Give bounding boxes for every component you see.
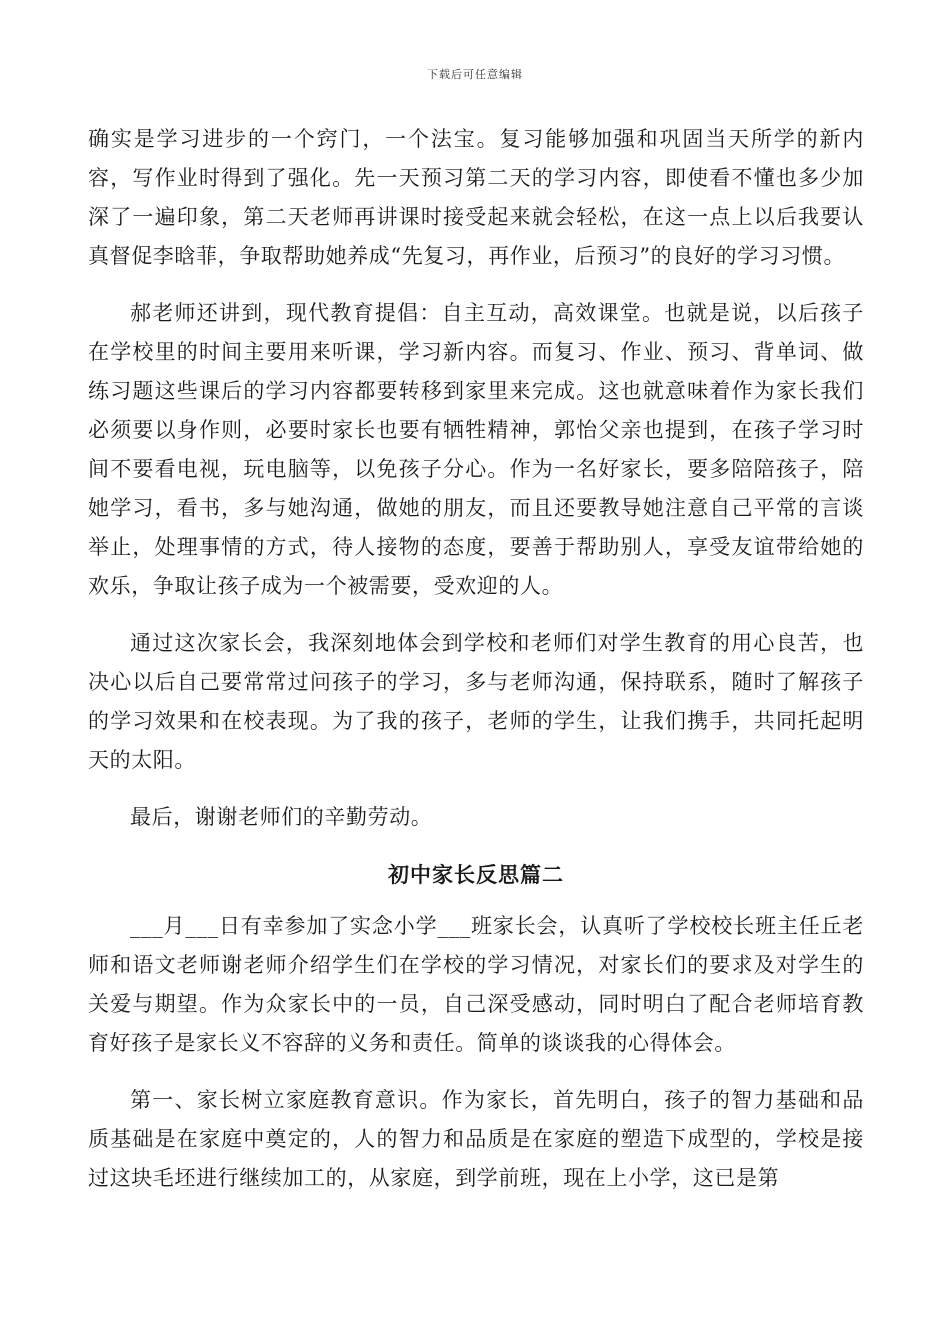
paragraph-continuation: 确实是学习进步的一个窍门，一个法宝。复习能够加强和巩固当天所学的新内容，写作业时得到了强化。先一天预习第二天的学习内容，即使看不懂也多少加深了一遍印象，第二天老师再讲课时接受起来就会轻松，在这一点上以后我要认真督促李晗菲，争取帮助她养成“先复习，再作业，后预习”的良好的学习习惯。 xyxy=(88,127,864,268)
header-note: 下载后可任意编辑 xyxy=(427,68,523,81)
paragraph-teacher-remarks: 郝老师还讲到，现代教育提倡：自主互动，高效课堂。也就是说，以后孩子在学校里的时间主要用来听课，学习新内容。而复习、作业、预习、背单词、做练习题这些课后的学习内容都要转移到家里来完成。这也就意味着作为家长我们必须要以身作则，必要时家长也要有牺牲精神，郭怡父亲也提到，在孩子学习时间不要看电视，玩电脑等，以免孩子分心。作为一名好家长，要多陪陪孩子，陪她学习，看书，多与她沟通，做她的朋友，而且还要教导她注意自己平常的言谈举止，处理事情的方式，待人接物的态度，要善于帮助别人，享受友谊带给她的欢乐，争取让孩子成为一个被需要，受欢迎的人。 xyxy=(88,301,864,598)
paragraph-closing: 最后，谢谢老师们的辛勤劳动。 xyxy=(130,805,433,829)
paragraph-reflection: 通过这次家长会，我深刻地体会到学校和老师们对学生教育的用心良苦，也决心以后自己要常常过问孩子的学习，多与老师沟通，保持联系，随时了解孩子的学习效果和在校表现。为了我的孩子，老师的学生，让我们携手，共同托起明天的太阳。 xyxy=(88,631,864,772)
document-body xyxy=(88,120,864,1198)
paragraph-meeting-intro: ___月___日有幸参加了实念小学___班家长会，认真听了学校校长班主任丘老师和语文老师谢老师介绍学生们在学校的学习情况，对家长们的要求及对学生的关爱与期望。作为众家长中的一员，自己深受感动，同时明白了配合老师培育教育好孩子是家长义不容辞的义务和责任。简单的谈谈我的心得体会。 xyxy=(88,914,864,1055)
paragraph-first-point: 第一、家长树立家庭教育意识。作为家长，首先明白，孩子的智力基础和品质基础是在家庭中奠定的，人的智力和品质是在家庭的塑造下成型的，学校是接过这块毛坯进行继续加工的，从家庭，到学前班，现在上小学，这已是第 xyxy=(88,1088,864,1190)
section-title: 初中家长反思篇二 xyxy=(388,862,564,887)
